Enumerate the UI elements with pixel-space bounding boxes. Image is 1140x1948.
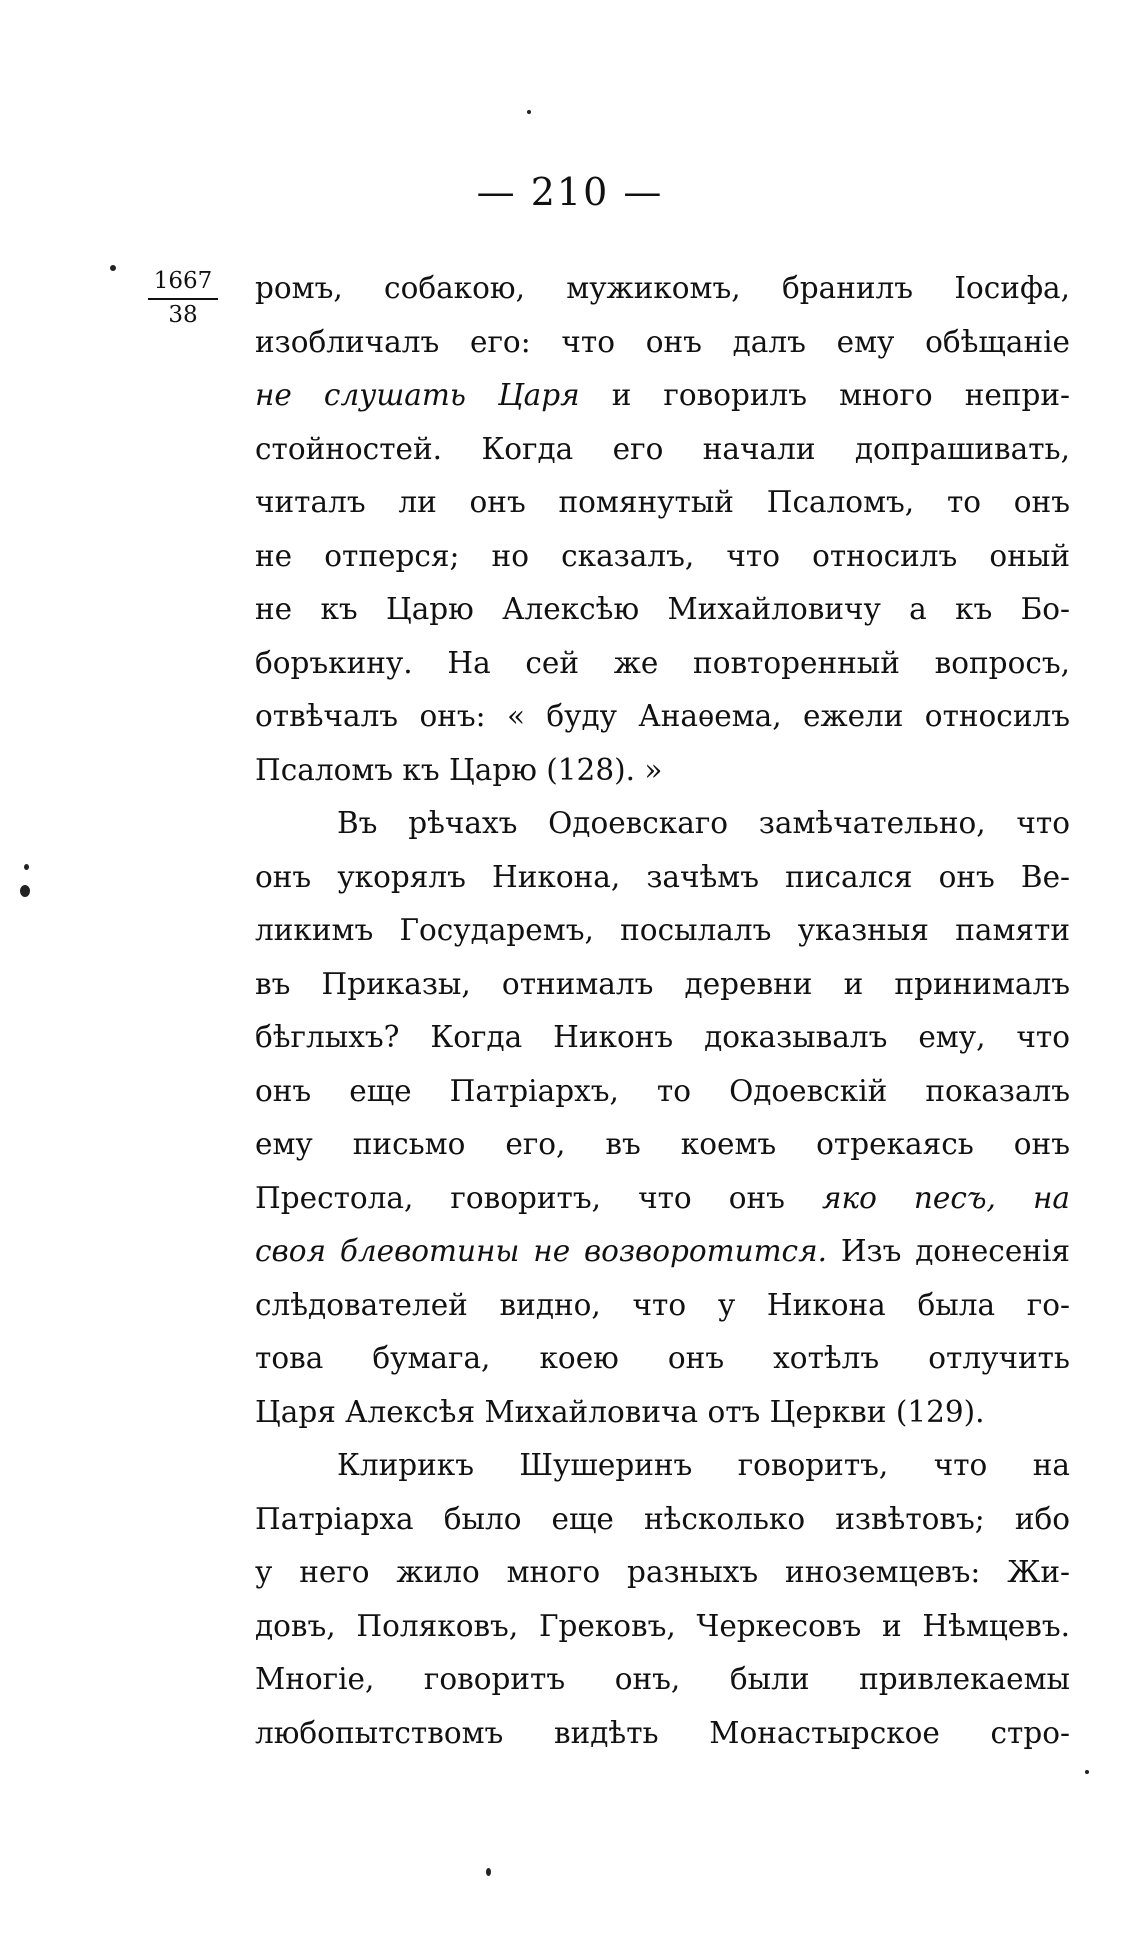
text-line — [255, 583, 1070, 637]
text-segment: Изъ донесенія — [826, 1234, 1070, 1268]
scan-speck — [486, 1868, 491, 1876]
text-segment: изобличалъ его: что онъ далъ ему обѣщаніе — [255, 324, 1070, 359]
text-line — [255, 1439, 1070, 1493]
page-number: — 210 — — [476, 170, 664, 214]
text-segment: не отперся; но сказалъ, что относилъ оный — [255, 538, 1070, 573]
text-line — [255, 262, 1070, 316]
text-segment: слѣдователей видно, что у Никона была го- — [255, 1287, 1070, 1322]
text-segment: бѣглыхъ? Когда Никонъ доказывалъ ему, что — [255, 1020, 1070, 1054]
text-line — [255, 1332, 1070, 1386]
text-line — [255, 1225, 1070, 1279]
text-segment: стойностей. Когда его начали допрашивать, — [255, 431, 1070, 466]
text-segment: ему письмо его, въ коемъ отрекаясь онъ — [255, 1127, 1070, 1161]
text-line — [255, 423, 1070, 477]
text-segment: онъ еще Патріархъ, то Одоевскій показалъ — [255, 1073, 1070, 1108]
text-segment: не къ Царю Алексѣю Михайловичу а къ Бо- — [255, 592, 1070, 626]
text-line — [255, 797, 1070, 851]
text-segment: Клирикъ Шушеринъ говоритъ, что на — [337, 1448, 1070, 1482]
margin-number: 38 — [168, 301, 198, 328]
text-line — [255, 1493, 1070, 1547]
text-line — [255, 369, 1070, 423]
text-line — [255, 1172, 1070, 1226]
text-line — [255, 476, 1070, 530]
italic-text: не слушать Царя — [255, 378, 580, 412]
scan-speck — [110, 265, 116, 271]
text-segment: боръкину. На сей же повторенный вопросъ, — [255, 645, 1070, 680]
scan-speck — [20, 885, 30, 897]
text-line — [255, 744, 1070, 798]
text-segment: отвѣчалъ онъ: « буду Анаѳема, ежели относилъ — [255, 699, 1070, 733]
text-segment: любопытствомъ видѣть Монастырское стро- — [255, 1715, 1070, 1750]
text-segment: Въ рѣчахъ Одоевскаго замѣчательно, что — [337, 806, 1070, 840]
italic-text: своя блевотины не возворотится. — [255, 1234, 827, 1268]
text-line — [255, 958, 1070, 1012]
text-segment: това бумага, коею онъ хотѣлъ отлучить — [255, 1341, 1070, 1375]
text-line — [255, 1279, 1070, 1333]
text-segment: онъ укорялъ Никона, зачѣмъ писался онъ Ве- — [255, 859, 1070, 894]
text-line — [255, 1653, 1070, 1707]
text-segment: въ Приказы, отнималъ деревни и принималъ — [255, 966, 1070, 1001]
text-segment: ромъ, собакою, мужикомъ, бранилъ Іосифа, — [255, 271, 1070, 305]
text-segment: Патріарха было еще нѣсколько извѣтовъ; ибо — [255, 1501, 1070, 1536]
scan-speck — [1085, 1770, 1089, 1774]
text-segment: ликимъ Государемъ, посылалъ указныя памяти — [255, 913, 1070, 947]
text-segment: читалъ ли онъ помянутый Псаломъ, то онъ — [255, 485, 1070, 519]
italic-text: яко песъ, на — [821, 1180, 1070, 1215]
text-line — [255, 851, 1070, 905]
text-line — [255, 1011, 1070, 1065]
body-text — [255, 262, 1070, 1760]
text-line — [255, 1707, 1070, 1761]
text-line — [255, 1600, 1070, 1654]
text-segment: Престола, говоритъ, что онъ — [255, 1180, 822, 1215]
text-line — [255, 316, 1070, 370]
text-segment: довъ, Поляковъ, Грековъ, Черкесовъ и Нѣмцевъ. — [255, 1608, 1070, 1643]
scan-speck — [24, 864, 29, 870]
margin-year: 1667 — [148, 268, 218, 300]
text-segment: у него жило много разныхъ иноземцевъ: Жи- — [255, 1555, 1070, 1589]
text-segment: Многіе, говоритъ онъ, были привлекаемы — [255, 1662, 1070, 1696]
text-line — [255, 1118, 1070, 1172]
text-line — [255, 904, 1070, 958]
text-segment: Царя Алексѣя Михайловича отъ Церкви (129). — [255, 1394, 985, 1429]
text-segment: Псаломъ къ Царю (128). » — [255, 752, 663, 787]
scan-speck — [527, 110, 531, 114]
margin-note — [148, 268, 218, 329]
text-line — [255, 1546, 1070, 1600]
text-line — [255, 530, 1070, 584]
text-line — [255, 1065, 1070, 1119]
text-segment: и говорилъ много непри- — [579, 378, 1070, 412]
text-line — [255, 637, 1070, 691]
text-line — [255, 1386, 1070, 1440]
text-line — [255, 690, 1070, 744]
